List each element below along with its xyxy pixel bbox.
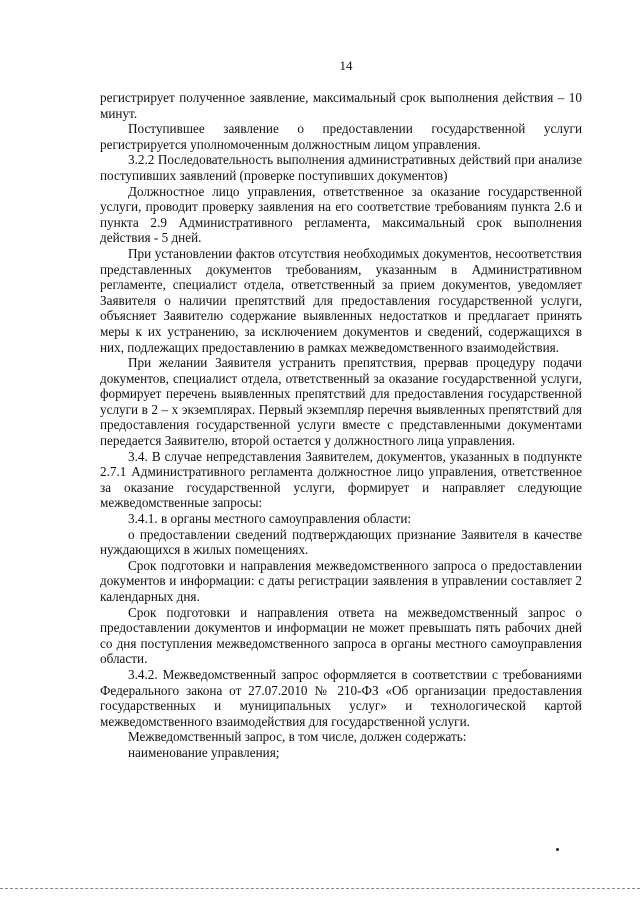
paragraph: Межведомственный запрос, в том числе, должен содержать: xyxy=(128,729,467,745)
paragraph: Срок подготовки и направления ответа на межведомственный запрос о предоставлении документов и информации не может превышать пять рабочих дней со дня поступления межведомственного запроса в органы местного самоуправления области. xyxy=(100,604,582,667)
paragraph: При установлении фактов отсутствия необходимых документов, несоответствия представленных документов требованиям, указанным в Административном регламенте, специалист отдела, ответственный за прием документов, уведомляет Заявителя о наличии препятствий для предоставления государственной услуги, объясняет Заявителю содержание выявленных недостатков и предлагает принять меры к их устранению, за исключением документов и сведений, содержащихся в них, подлежащих предоставлению в рамках межведомственного взаимодействия. xyxy=(100,245,582,355)
stray-mark xyxy=(556,848,559,851)
paragraph: 3.4.1. в органы местного самоуправления области: xyxy=(128,511,412,527)
paragraph: о предоставлении сведений подтверждающих признание Заявителя в качестве нуждающихся в жилых помещениях. xyxy=(100,526,582,558)
paragraph: 3.2.2 Последовательность выполнения административных действий при анализе поступивших заявлений (проверке поступивших документов) xyxy=(100,152,582,183)
paragraph: При желании Заявителя устранить препятствия, прервав процедуру подачи документов, специалист отдела, ответственный за оказание государственной услуги, формирует перечень выявленных препятствий для предоставления государственной услуги в 2 – х экземплярах. Первый экземпляр перечня выявленных препятствий для предоставления государственной услуги вместе с представленными документами передается Заявителю, второй остается у должностного лица управления. xyxy=(100,355,582,449)
paragraph: Должностное лицо управления, ответственное за оказание государственной услуги, проводит проверку заявления на его соответствие требованиям пункта 2.6 и пункта 2.9 Административного регламента, максимальный срок выполнения действия - 5 дней. xyxy=(100,183,582,246)
paragraph: наименование управления; xyxy=(128,744,280,760)
paragraph: 3.4. В случае непредставления Заявителем, документов, указанных в подпункте 2.7.1 Административного регламента должностное лицо управления, ответственное за оказание государственной услуги, формирует и направляет следующие межведомственные запросы: xyxy=(100,448,582,511)
paragraph: регистрирует полученное заявление, максимальный срок выполнения действия – 10 минут. xyxy=(100,90,582,121)
paragraph: Срок подготовки и направления межведомственного запроса о предоставлении документов и информации: с даты регистрации заявления в управлении составляет 2 календарных дня. xyxy=(100,557,582,604)
scan-edge-line xyxy=(0,888,640,889)
page-number: 14 xyxy=(339,58,353,73)
paragraph: Поступившее заявление о предоставлении государственной услуги регистрируется уполномоченным должностным лицом управления. xyxy=(100,121,582,152)
document-body xyxy=(100,90,582,761)
paragraph: 3.4.2. Межведомственный запрос оформляется в соответствии с требованиями Федерального закона от 27.07.2010 № 210-ФЗ «Об организации предоставления государственных и муниципальных услуг» и технологической картой межведомственного взаимодействия для государственной услуги. xyxy=(100,666,582,729)
